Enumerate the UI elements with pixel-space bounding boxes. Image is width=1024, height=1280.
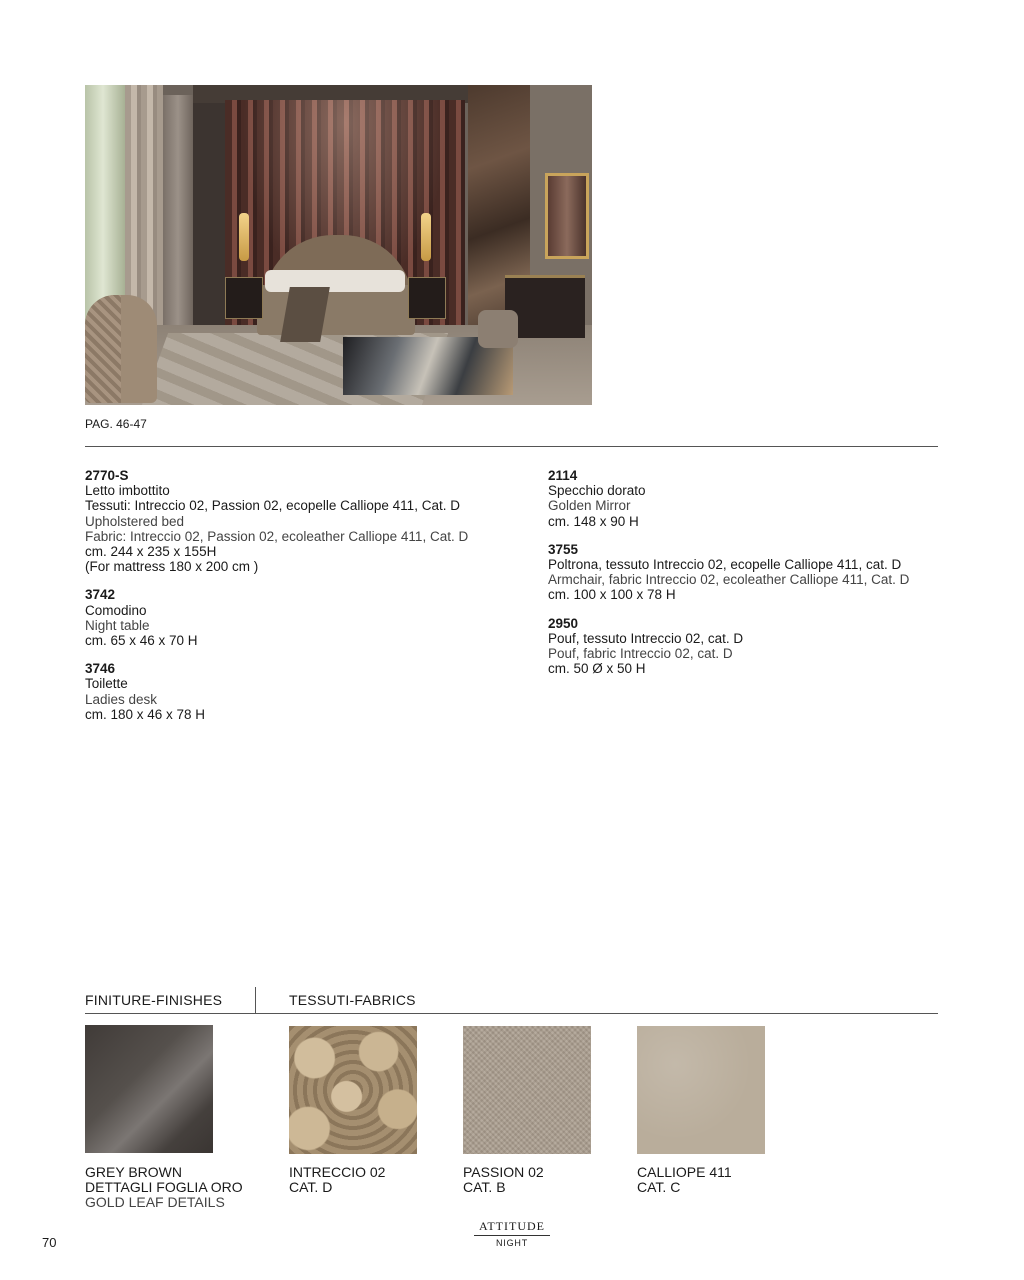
product-name-en: Ladies desk xyxy=(85,691,158,707)
product-dimensions: cm. 244 x 235 x 155H xyxy=(85,544,217,560)
product-name-it: Toilette xyxy=(85,676,128,692)
product-entry xyxy=(548,542,938,603)
product-dimensions: cm. 180 x 46 x 78 H xyxy=(85,706,206,722)
hero-bedroom-photo xyxy=(85,85,592,405)
product-name-it: Letto imbottito xyxy=(85,483,170,499)
fabric-label xyxy=(289,1165,385,1195)
swatch-calliope xyxy=(637,1026,765,1154)
fabric-category: CAT. C xyxy=(637,1179,681,1195)
product-name-en: Night table xyxy=(85,617,150,633)
finishes-title: FINITURE-FINISHES xyxy=(85,992,223,1008)
product-mattress: (For mattress 180 x 200 cm ) xyxy=(85,559,259,575)
product-fabric-it: Tessuti: Intreccio 02, Passion 02, ecopelle Calliope 411, Cat. D xyxy=(85,498,460,514)
finish-detail-en: GOLD LEAF DETAILS xyxy=(85,1194,225,1210)
product-dimensions: cm. 100 x 100 x 78 H xyxy=(548,587,676,603)
product-entry xyxy=(85,468,525,574)
product-name-it: Specchio dorato xyxy=(548,483,646,499)
product-name-en: Upholstered bed xyxy=(85,513,185,529)
divider-bottom xyxy=(85,1013,938,1014)
product-entry xyxy=(85,661,525,722)
product-dimensions: cm. 50 Ø x 50 H xyxy=(548,661,646,677)
product-name-it: Poltrona, tessuto Intreccio 02, ecopelle Calliope 411, cat. D xyxy=(548,557,902,573)
product-dimensions: cm. 148 x 90 H xyxy=(548,513,639,529)
footer-collection: NIGHT xyxy=(496,1238,528,1248)
fabric-name: PASSION 02 xyxy=(463,1164,544,1180)
fabric-label xyxy=(463,1165,544,1195)
product-list-right xyxy=(548,468,938,676)
product-name-en: Pouf, fabric Intreccio 02, cat. D xyxy=(548,646,733,662)
product-code: 3742 xyxy=(85,587,116,603)
fabric-label xyxy=(637,1165,732,1195)
fabric-name: INTRECCIO 02 xyxy=(289,1164,386,1180)
swatch-grey-brown xyxy=(85,1025,213,1153)
product-list-left xyxy=(85,468,525,722)
swatch-passion xyxy=(463,1026,591,1154)
product-code: 2114 xyxy=(548,468,578,483)
footer-brand: ATTITUDE xyxy=(479,1219,545,1233)
finish-detail-it: DETTAGLI FOGLIA ORO xyxy=(85,1179,243,1195)
product-code: 2950 xyxy=(548,615,579,631)
section-divider xyxy=(255,987,256,1014)
product-name-en: Armchair, fabric Intreccio 02, ecoleather Calliope 411, Cat. D xyxy=(548,572,910,588)
product-name-it: Comodino xyxy=(85,602,147,618)
product-entry xyxy=(548,468,938,529)
swatch-intreccio xyxy=(289,1026,417,1154)
fabric-name: CALLIOPE 411 xyxy=(637,1164,732,1180)
product-name-en: Golden Mirror xyxy=(548,498,631,514)
product-fabric-en: Fabric: Intreccio 02, Passion 02, ecoleather Calliope 411, Cat. D xyxy=(85,528,469,544)
finish-label xyxy=(85,1165,243,1210)
page-number: 70 xyxy=(42,1235,57,1250)
product-code: 3755 xyxy=(548,541,579,557)
fabric-category: CAT. D xyxy=(289,1179,333,1195)
product-code: 3746 xyxy=(85,661,116,677)
footer-rule xyxy=(474,1235,550,1236)
product-entry xyxy=(85,587,525,648)
hero-caption: PAG. 46-47 xyxy=(85,417,147,431)
product-entry xyxy=(548,616,938,677)
divider-top xyxy=(85,446,938,447)
product-name-it: Pouf, tessuto Intreccio 02, cat. D xyxy=(548,630,744,646)
fabric-category: CAT. B xyxy=(463,1179,506,1195)
fabrics-title: TESSUTI-FABRICS xyxy=(289,992,416,1008)
product-dimensions: cm. 65 x 46 x 70 H xyxy=(85,633,198,649)
product-code: 2770-S xyxy=(85,468,129,483)
finish-name: GREY BROWN xyxy=(85,1164,182,1180)
